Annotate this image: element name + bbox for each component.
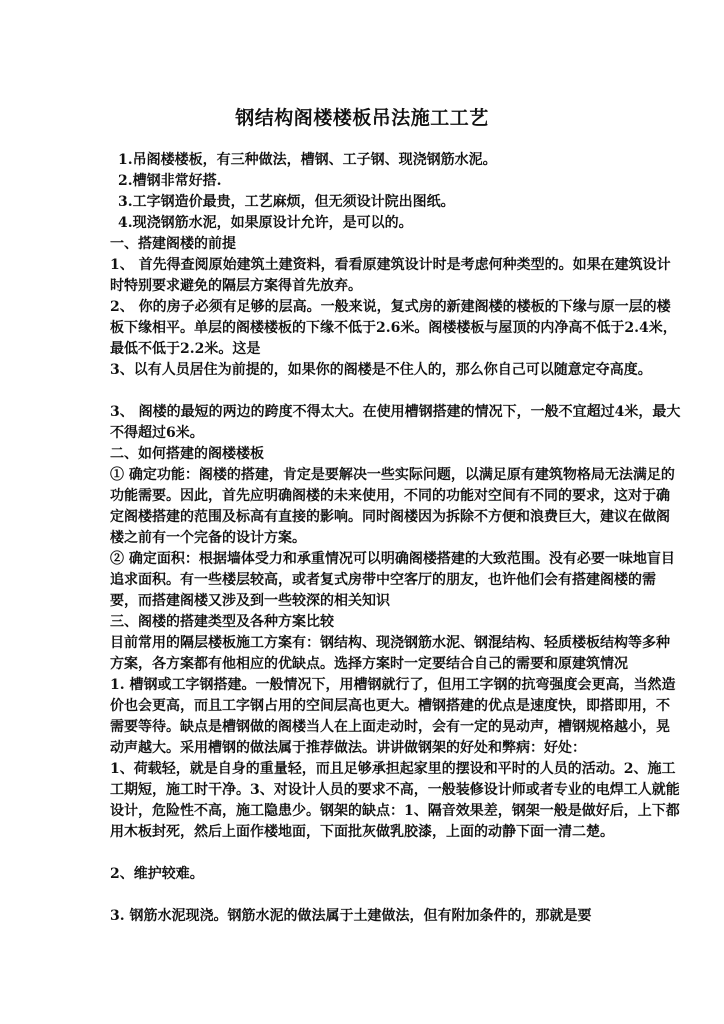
document-body — [110, 150, 682, 927]
document-paragraph: 2.槽钢非常好搭. — [118, 173, 222, 189]
document-paragraph: 1.吊阁楼楼板，有三种做法，槽钢、工子钢、现浇钢筋水泥。 — [118, 152, 497, 168]
document-title: 钢结构阁楼楼板吊法施工工艺 — [235, 107, 489, 129]
document-paragraph — [110, 885, 682, 906]
document-paragraph: 一、搭建阁楼的前提 — [110, 236, 236, 252]
document-paragraph: ② 确定面积：根据墙体受力和承重情况可以明确阁楼搭建的大致范围。没有必要一味地盲目追求面积。有一些楼层较高，或者复式房带中空客厅的朋友，也许他们会有搭建阁楼的需要，而搭建阁楼又涉及到一些较深的相关知识 — [110, 551, 675, 609]
document-paragraph — [110, 381, 682, 402]
document-paragraph: 1、荷载轻，就是自身的重量轻，而且足够承担起家里的摆设和平时的人员的活动。2、施工工期短，施工时干净。3、对设计人员的要求不高，一般装修设计师或者专业的电焊工人就能设计，危险性不高，施工隐患少。钢架的缺点：1、隔音效果差，钢架一般是做好后，上下都用木板封死，然后上面作楼地面，下面批灰做乳胶漆，上面的动静下面一清二楚。 — [110, 761, 680, 840]
document-paragraph: 3、以有人员居住为前提的，如果你的阁楼是不住人的，那么你自己可以随意定夺高度。 — [110, 362, 652, 378]
document-paragraph: 二、如何搭建的阁楼楼板 — [110, 446, 264, 462]
document-paragraph: 3.工字钢造价最贵，工艺麻烦，但无须设计院出图纸。 — [118, 194, 455, 210]
document-paragraph: 3、 阁楼的最短的两边的跨度不得太大。在使用槽钢搭建的情况下，一般不宜超过4米，最大不得超过6米。 — [110, 404, 681, 441]
document-paragraph — [110, 843, 682, 864]
document-paragraph: 1、 首先得查阅原始建筑土建资料，看看原建筑设计时是考虑何种类型的。如果在建筑设计时特别要求避免的隔层方案得首先放弃。 — [110, 257, 671, 294]
document-paragraph: 4.现浇钢筋水泥，如果原设计允许，是可以的。 — [118, 215, 413, 231]
document-paragraph: 2、 你的房子必须有足够的层高。一般来说，复式房的新建阁楼的楼板的下缘与原一层的楼板下缘相平。单层的阁楼楼板的下缘不低于2.6米。阁楼楼板与屋顶的内净高不低于2.4米，最低不低于2.2米。这是 — [110, 299, 677, 357]
document-paragraph: ① 确定功能：阁楼的搭建，肯定是要解决一些实际问题，以满足原有建筑物格局无法满足的功能需要。因此，首先应明确阁楼的未来使用，不同的功能对空间有不同的要求，这对于确定阁楼搭建的范围及标高有直接的影响。同时阁楼因为拆除不方便和浪费巨大，建议在做阁楼之前有一个完备的设计方案。 — [110, 467, 675, 546]
document-paragraph: 1. 槽钢或工字钢搭建。一般情况下，用槽钢就行了，但用工字钢的抗弯强度会更高，当然造价也会更高，而且工字钢占用的空间层高也更大。槽钢搭建的优点是速度快，即搭即用，不需要等待。缺点是槽钢做的阁楼当人在上面走动时，会有一定的晃动声，槽钢规格越小，晃动声越大。采用槽钢的做法属于推荐做法。讲讲做钢架的好处和弊病：好处： — [110, 677, 676, 756]
document-paragraph: 目前常用的隔层楼板施工方案有：钢结构、现浇钢筋水泥、钢混结构、轻质楼板结构等多种方案，各方案都有他相应的优缺点。选择方案时一定要结合自己的需要和原建筑情况 — [110, 635, 670, 672]
document-paragraph: 2、维护较难。 — [110, 866, 204, 882]
document-paragraph: 3. 钢筋水泥现浇。钢筋水泥的做法属于土建做法，但有附加条件的，那就是要 — [110, 908, 592, 924]
document-paragraph: 三、阁楼的搭建类型及各种方案比较 — [110, 614, 334, 630]
